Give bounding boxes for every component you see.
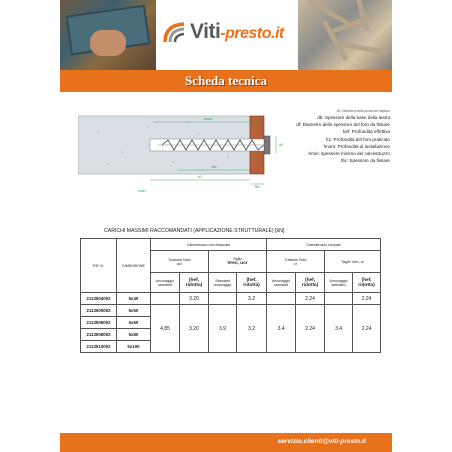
diagram-legend <box>282 109 390 164</box>
header-cracked: Calcestruzzo cricpato <box>267 239 381 251</box>
table-row: 2113510002 5x100 <box>81 341 381 353</box>
legend-item: df: Diametro dello spessore del foro da fissare <box>296 122 390 128</box>
header-photo-screws <box>298 0 392 70</box>
label-d0: d0 <box>279 143 283 147</box>
legend-item: hmin: spessore minimo del calcestruzzo <box>308 151 390 157</box>
header-shear-nf: Taglio Vrec, ucr <box>209 251 267 273</box>
legend-item: hnom: Profondità di installazione <box>323 143 390 149</box>
label-hmin: hmin <box>138 189 146 193</box>
legend-top-note: d0: Diametro della punta del trapano <box>336 109 390 113</box>
sub-header: Ancoraggio standard <box>151 273 180 293</box>
label-h1: h1 <box>198 175 202 179</box>
sub-header: (hef, ridotta) <box>353 273 381 293</box>
table-row: 2113506002 5x60 <box>81 317 381 329</box>
sub-header: (hef, ridotta) <box>296 273 325 293</box>
sub-header: Standard ancoraggio <box>209 273 237 293</box>
label-tfix: Tfix <box>254 185 260 189</box>
support-email-link[interactable]: servizio.clienti@viti-presto.it <box>277 438 366 445</box>
header-art: RIF. N. <box>81 239 117 293</box>
table-title: CARICHI MASSIMI RACCOMANDATI (APPLICAZIONE STRUTTURALE) [kN] <box>104 228 285 234</box>
header-dimension: DIMENSIONE <box>117 239 151 293</box>
sheet-title: Scheda tecnica <box>185 73 267 88</box>
sub-header: Ancoraggio standard <box>325 273 353 293</box>
header-non-cracked: Calcestruzzo non fessurato <box>151 239 267 251</box>
legend-item: h1: Profondità del foro praticato <box>325 136 390 142</box>
logo <box>156 0 298 70</box>
header-shear-f: Taglio Vrec, cr <box>325 251 381 273</box>
header-tension-f: Trazione Nrec cr <box>267 251 325 273</box>
header-photo-tools <box>60 0 156 70</box>
sub-header: (hef, ridotta) <box>180 273 209 293</box>
anchor-diagram <box>78 112 288 194</box>
label-hef: hef <box>211 165 217 169</box>
logo-wordmark: Viti-presto.it <box>190 20 284 43</box>
header-tension-nf: Trazione Nrec acr <box>151 251 209 273</box>
sub-header: (hef, ridotta) <box>237 273 267 293</box>
logo-arc-icon <box>162 20 188 46</box>
title-banner <box>60 70 392 92</box>
technical-sheet <box>60 0 392 452</box>
legend-item: db: Spessore della base della lastra <box>317 115 390 120</box>
table-row: 2113504002 5x40 3.20 3.2 2.24 2.24 <box>81 293 381 305</box>
load-table <box>80 238 381 353</box>
label-hnom: hnom <box>203 117 213 121</box>
table-row: 2113508002 5x80 <box>81 329 381 341</box>
sub-header: Ancoraggio standard <box>267 273 296 293</box>
table-row: 2113505002 5x50 4.85 3.20 3.9 3.2 3.4 2.24 3.4 2.24 <box>81 305 381 317</box>
header <box>60 0 392 70</box>
legend-item: hef: Profondità effettiva <box>342 129 390 135</box>
legend-item: tfix: Spessore da fissare <box>340 158 390 164</box>
footer <box>60 433 392 452</box>
